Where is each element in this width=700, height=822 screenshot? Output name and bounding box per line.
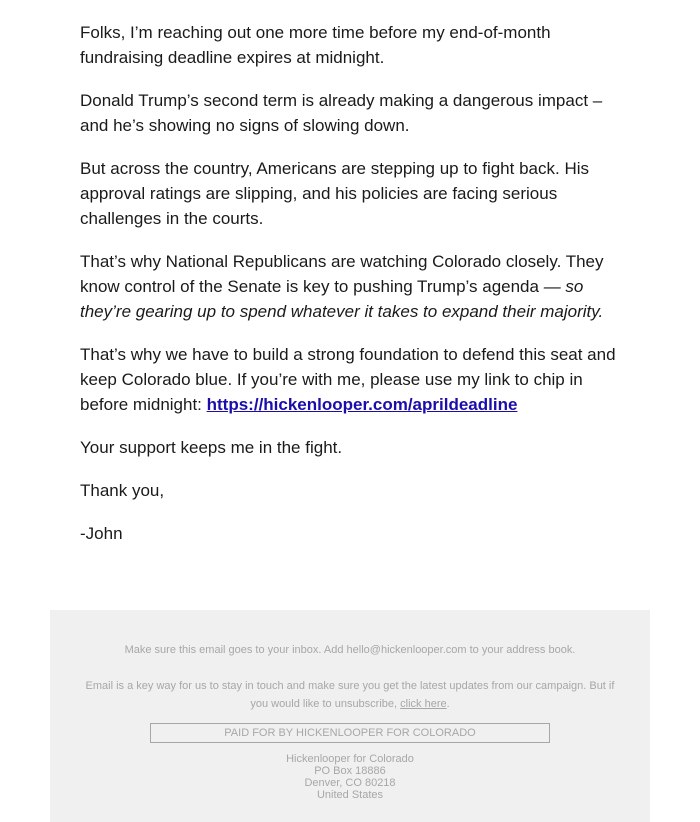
- footer-stay-in-touch: [80, 677, 620, 713]
- paragraph-national-republicans-italic: — so they’re gearing up to spend whatever it takes to expand their majority.: [80, 277, 604, 321]
- email-body: [80, 20, 625, 564]
- paragraph-national-republicans-text: That’s why National Republicans are watching Colorado closely. They know control of the Senate is key to pushing Trump’s agenda: [80, 252, 604, 296]
- donate-link[interactable]: https://hickenlooper.com/aprildeadline: [206, 395, 518, 414]
- address-line-org: Hickenlooper for Colorado: [286, 753, 414, 765]
- address-line-country: United States: [316, 789, 384, 801]
- footer-inbox-note: Make sure this email goes to your inbox. Add hello@hickenlooper.com to your address book.: [124, 644, 576, 656]
- paragraph-intro: Folks, I’m reaching out one more time before my end-of-month fundraising deadline expires at midnight.: [80, 23, 551, 67]
- paid-for-disclaimer: PAID FOR BY HICKENLOOPER FOR COLORADO: [150, 723, 550, 743]
- email-footer: [50, 610, 650, 822]
- paragraph-strong-foundation-text: That’s why we have to build a strong foundation to defend this seat and keep Colorado blue. If you’re with me, please use my link to chip in before midnight:: [80, 345, 616, 414]
- unsubscribe-link[interactable]: click here: [400, 698, 447, 710]
- paragraph-support: Your support keeps me in the fight.: [80, 438, 343, 457]
- paragraph-thank-you: Thank you,: [80, 481, 165, 500]
- address-line-po-box: PO Box 18886: [314, 765, 386, 777]
- paragraph-strong-foundation: [80, 342, 625, 417]
- signature: -John: [80, 524, 123, 543]
- footer-address: [50, 753, 650, 801]
- paragraph-second-term: Donald Trump’s second term is already making a dangerous impact – and he’s showing no signs of slowing down.: [80, 91, 603, 135]
- footer-unsubscribe-period: .: [446, 698, 450, 710]
- paragraph-national-republicans: [80, 249, 625, 324]
- address-line-city: Denver, CO 80218: [304, 777, 396, 789]
- footer-stay-in-touch-text: Email is a key way for us to stay in touch and make sure you get the latest updates from our campaign. But if you would like to unsubscribe,: [85, 680, 615, 710]
- paragraph-fight-back: But across the country, Americans are stepping up to fight back. His approval ratings are slipping, and his policies are facing serious challenges in the courts.: [80, 159, 589, 228]
